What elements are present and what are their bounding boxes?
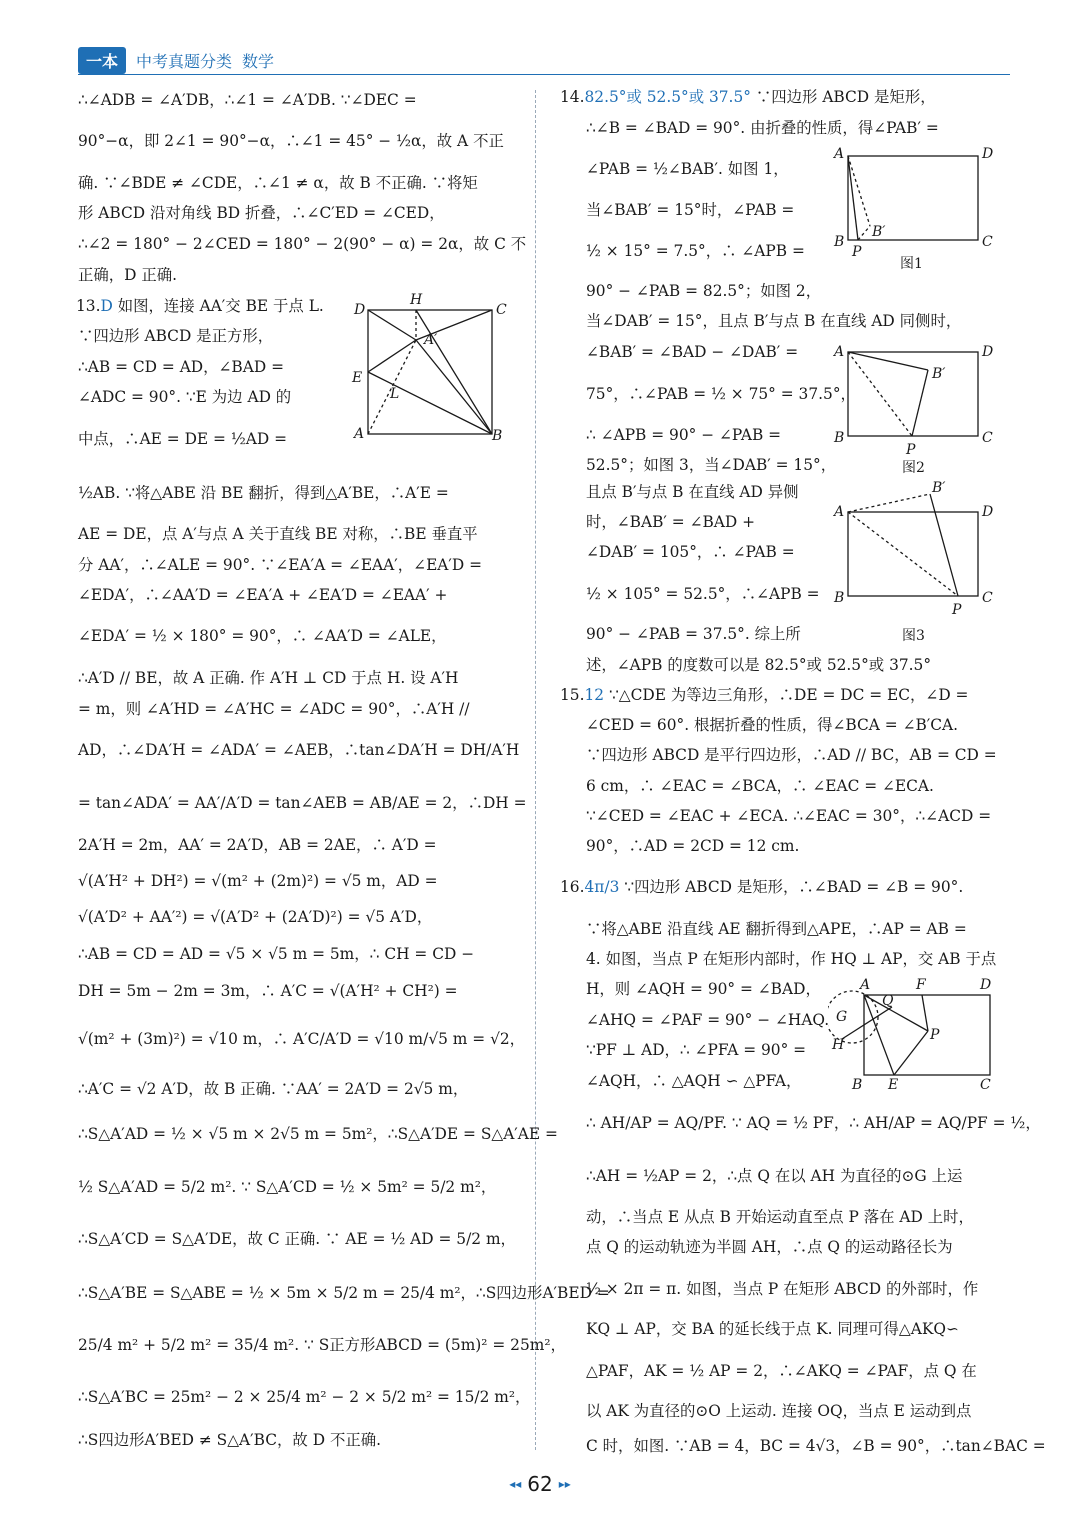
- label-D: D: [982, 504, 994, 520]
- label-Q: Q: [882, 993, 894, 1009]
- label-B-prime: B′: [932, 366, 946, 382]
- text-line: ½ × 105° = 52.5°，∴∠APB =: [586, 585, 820, 603]
- label-A: A: [354, 426, 365, 442]
- text-line: ∴AB = CD = AD = √5 × √5 m = 5m，∴ CH = CD −: [78, 945, 475, 963]
- label-C: C: [982, 430, 993, 446]
- subject-label: 数学: [242, 51, 275, 71]
- label-G: G: [836, 1009, 848, 1025]
- text-line: AE = DE，点 A′与点 A 关于直线 BE 对称，∴BE 垂直平: [78, 525, 478, 543]
- label-P: P: [852, 244, 862, 260]
- label-B-prime: B′: [872, 224, 886, 240]
- text-line: ∵四边形 ABCD 是正方形，: [78, 327, 274, 345]
- column-divider: [535, 90, 536, 1450]
- label-H: H: [410, 292, 423, 308]
- book-title: 中考真题分类: [136, 51, 233, 71]
- text-line: √(m² + (3m)²) = √10 m，∴ A′C/A′D = √10 m/√5 m = √2，: [78, 1030, 526, 1048]
- text-line: 点 Q 的运动轨迹为半圆 AH，∴点 Q 的运动路径长为: [586, 1238, 953, 1256]
- text-line: 分 AA′，∴∠ALE = 90°. ∵∠EA′A = ∠EAA′，∠EA′D =: [78, 556, 483, 574]
- label-C: C: [982, 590, 993, 606]
- label-B-prime: B′: [932, 480, 946, 496]
- label-C: C: [982, 234, 993, 250]
- text-line: 且点 B′与点 B 在直线 AD 异侧: [586, 483, 799, 501]
- answer-13: D: [100, 297, 113, 315]
- text-line: 如图，连接 AA′交 BE 于点 L.: [117, 297, 324, 315]
- text-line: C 时，如图. ∵AB = 4，BC = 4√3，∠B = 90°，∴tan∠BAC =: [586, 1437, 1046, 1455]
- text-line: ∴∠2 = 180° − 2∠CED = 180° − 2(90° − α) = 2α，故 C 不: [78, 235, 527, 253]
- text-line: 90° − ∠PAB = 82.5°；如图 2，: [586, 282, 822, 300]
- label-B: B: [834, 234, 845, 250]
- text-line: ∴S△A′BC = 25m² − 2 × 25/4 m² − 2 × 5/2 m² = 15/2 m²，: [78, 1388, 531, 1406]
- label-P: P: [952, 602, 962, 618]
- text-line: DH = 5m − 2m = 3m，∴ A′C = √(A′H² + CH²) =: [78, 982, 458, 1000]
- label-P: P: [930, 1027, 940, 1043]
- text-line: 6 cm，∴ ∠EAC = ∠BCA，∴ ∠EAC = ∠ECA.: [586, 777, 934, 795]
- prev-page-arrow: ◂◂: [509, 1477, 522, 1491]
- text-line: ∴ AH/AP = AQ/PF. ∵ AQ = ½ PF，∴ AH/AP = AQ/PF = ½，: [586, 1114, 1041, 1132]
- label-F: F: [916, 977, 926, 993]
- text-line: H，则 ∠AQH = 90° = ∠BAD，: [586, 980, 821, 998]
- text-line: ∠BAB′ = ∠BAD − ∠DAB′ =: [586, 343, 799, 361]
- answer-14: 82.5°或 52.5°或 37.5°: [584, 88, 751, 106]
- text-line: ½AB. ∵将△ABE 沿 BE 翻折，得到△A′BE，∴A′E =: [78, 484, 449, 502]
- text-line: ∵△CDE 为等边三角形，∴DE = DC = EC，∠D =: [608, 686, 969, 704]
- answer-16: 4π/3: [584, 878, 620, 896]
- text-line: ∴S△A′BE = S△ABE = ½ × 5m × 5/2 m = 25/4 m²，∴S四边形A′BED =: [78, 1284, 610, 1302]
- text-line: √(A′D² + AA′²) = √(A′D² + (2A′D)²) = √5 A′D，: [78, 908, 433, 926]
- text-line: = tan∠ADA′ = AA′/A′D = tan∠AEB = AB/AE = 2，∴DH =: [78, 794, 527, 812]
- text-line: △PAF，AK = ½ AP = 2，∴∠AKQ = ∠PAF，点 Q 在: [586, 1362, 977, 1380]
- text-line: 当∠DAB′ = 15°，且点 B′与点 B 在直线 AD 同侧时，: [586, 312, 962, 330]
- text-line: ∴S△A′AD = ½ × √5 m × 2√5 m = 5m²，∴S△A′DE = S△A′AE =: [78, 1125, 558, 1143]
- question-number-16: 16.: [560, 878, 585, 896]
- text-line: 52.5°；如图 3，当∠DAB′ = 15°，: [586, 456, 837, 474]
- label-D: D: [354, 302, 366, 318]
- label-B: B: [834, 590, 845, 606]
- label-C: C: [980, 1077, 991, 1093]
- question-number-15: 15.: [560, 686, 585, 704]
- text-line: 90°，∴AD = 2CD = 12 cm.: [586, 837, 800, 855]
- text-line: ∠ADC = 90°. ∵E 为边 AD 的: [78, 388, 292, 406]
- text-line: 以 AK 为直径的⊙O 上运动. 连接 OQ，当点 E 运动到点: [586, 1402, 972, 1420]
- q14-figure-3: [830, 480, 1000, 646]
- text-line: 形 ABCD 沿对角线 BD 折叠，∴∠C′ED = ∠CED，: [78, 204, 445, 222]
- figure-caption: 图3: [902, 628, 925, 644]
- text-line: ∠PAB = ½∠BAB′. 如图 1，: [586, 160, 789, 178]
- text-line: ∵四边形 ABCD 是矩形，∴∠BAD = ∠B = 90°.: [624, 878, 964, 896]
- answer-15: 12: [584, 686, 605, 704]
- text-line: √(A′H² + DH²) = √(m² + (2m)²) = √5 m，AD =: [78, 872, 438, 890]
- text-line: 中点，∴AE = DE = ½AD =: [78, 430, 288, 448]
- text-line: ∴S△A′CD = S△A′DE，故 C 正确. ∵ AE = ½ AD = 5/2 m，: [78, 1230, 516, 1248]
- text-line: ∠CED = 60°. 根据折叠的性质，得∠BCA = ∠B′CA.: [586, 716, 959, 734]
- label-A: A: [860, 977, 871, 993]
- text-line: ∠EDA′，∴∠AA′D = ∠EA′A + ∠EA′D = ∠EAA′ +: [78, 586, 448, 604]
- header-divider: [78, 74, 1010, 75]
- label-D: D: [980, 977, 992, 993]
- text-line: 当∠BAB′ = 15°时，∠PAB =: [586, 201, 795, 219]
- page-header: [78, 46, 274, 74]
- text-line: ½ S△A′AD = 5/2 m². ∵ S△A′CD = ½ × 5m² = 5/2 m²，: [78, 1178, 497, 1196]
- label-D: D: [982, 344, 994, 360]
- label-A: A: [834, 344, 845, 360]
- text-line: 述，∠APB 的度数可以是 82.5°或 52.5°或 37.5°: [586, 656, 932, 674]
- text-line: = m，则 ∠A′HD = ∠A′HC = ∠ADC = 90°，∴A′H //: [78, 700, 470, 718]
- question-number-13: 13.: [76, 297, 101, 315]
- label-A-prime: A′: [424, 332, 438, 348]
- text-line: KQ ⊥ AP，交 BA 的延长线于点 K. 同理可得△AKQ∽: [586, 1320, 959, 1338]
- label-D: D: [982, 146, 994, 162]
- text-line: ∴AB = CD = AD，∠BAD =: [78, 358, 284, 376]
- page-footer: [0, 1472, 1080, 1502]
- text-line: ∴∠ADB = ∠A′DB，∴∠1 = ∠A′DB. ∵∠DEC =: [78, 91, 417, 109]
- label-B: B: [834, 430, 845, 446]
- text-line: 确. ∵∠BDE ≠ ∠CDE，∴∠1 ≠ α，故 B 不正确. ∵将矩: [78, 174, 478, 192]
- text-line: 90°−α，即 2∠1 = 90°−α，∴∠1 = 45° − ½α，故 A 不正: [78, 132, 504, 150]
- label-E: E: [352, 370, 363, 386]
- text-line: ½ × 15° = 7.5°，∴ ∠APB =: [586, 242, 805, 260]
- text-line: ∵四边形 ABCD 是平行四边形，∴AD // BC，AB = CD =: [586, 746, 997, 764]
- text-line: ∠AQH，∴ △AQH ∽ △PFA，: [586, 1072, 802, 1090]
- text-line: 90° − ∠PAB = 37.5°. 综上所: [586, 625, 801, 643]
- text-line: 75°，∴∠PAB = ½ × 75° = 37.5°，: [586, 385, 856, 403]
- label-B: B: [492, 428, 503, 442]
- text-line: 25/4 m² + 5/2 m² = 35/4 m². ∵ S正方形ABCD = (5m)² = 25m²，: [78, 1336, 566, 1354]
- text-line: ∴A′D // BE，故 A 正确. 作 A′H ⊥ CD 于点 H. 设 A′H: [78, 669, 459, 687]
- next-page-arrow: ▸▸: [558, 1477, 571, 1491]
- text-line: 时，∠BAB′ = ∠BAD +: [586, 513, 756, 531]
- text-line: ∵将△ABE 沿直线 AE 翻折得到△APE，∴AP = AB =: [586, 920, 967, 938]
- text-line: ∠EDA′ = ½ × 180° = 90°，∴ ∠AA′D = ∠ALE，: [78, 627, 447, 645]
- q14-figure-2: [830, 338, 1000, 474]
- text-line: ∠DAB′ = 105°，∴ ∠PAB =: [586, 543, 795, 561]
- text-line: ∵∠CED = ∠EAC + ∠ECA. ∴∠EAC = 30°，∴∠ACD =: [586, 807, 992, 825]
- text-line: ∵PF ⊥ AD，∴ ∠PFA = 90° =: [586, 1041, 807, 1059]
- text-line: ∴A′C = √2 A′D，故 B 正确. ∵AA′ = 2A′D = 2√5 m，: [78, 1080, 469, 1098]
- text-line: ∴S四边形A′BED ≠ S△A′BC，故 D 不正确.: [78, 1431, 382, 1449]
- label-L: L: [390, 386, 400, 402]
- text-line: ∴∠B = ∠BAD = 90°. 由折叠的性质，得∠PAB′ =: [586, 119, 939, 137]
- text-line: ∠AHQ = ∠PAF = 90° − ∠HAQ.: [586, 1011, 830, 1029]
- label-B: B: [852, 1077, 863, 1093]
- label-A: A: [834, 504, 845, 520]
- label-E: E: [888, 1077, 899, 1093]
- text-line: ½ × 2π = π. 如图，当点 P 在矩形 ABCD 的外部时，作: [586, 1280, 979, 1298]
- text-line: AD，∴∠DA′H = ∠ADA′ = ∠AEB，∴tan∠DA′H = DH/A′H: [78, 741, 520, 759]
- label-C: C: [496, 302, 507, 318]
- question-number-14: 14.: [560, 88, 585, 106]
- text-line: ∴AH = ½AP = 2，∴点 Q 在以 AH 为直径的⊙G 上运: [586, 1167, 963, 1185]
- label-A: A: [834, 146, 845, 162]
- q13-square-figure: [350, 292, 510, 442]
- figure-caption: 图2: [902, 460, 925, 474]
- figure-caption: 图1: [900, 256, 923, 270]
- q14-figure-1: [830, 142, 1000, 270]
- label-P: P: [906, 442, 916, 458]
- text-line: ∵四边形 ABCD 是矩形，: [755, 88, 936, 106]
- label-H: H: [832, 1037, 845, 1053]
- brand-logo: 一本: [78, 47, 126, 74]
- text-line: ∴ ∠APB = 90° − ∠PAB =: [586, 426, 782, 444]
- text-line: 2A′H = 2m，AA′ = 2A′D，AB = 2AE，∴ A′D =: [78, 836, 437, 854]
- text-line: 正确，D 正确.: [78, 266, 178, 284]
- page-number: 62: [527, 1472, 553, 1496]
- q16-figure: [828, 975, 1000, 1095]
- text-line: 动，∴当点 E 从点 B 开始运动直至点 P 落在 AD 上时，: [586, 1208, 974, 1226]
- text-line: 4. 如图，当点 P 在矩形内部时，作 HQ ⊥ AP，交 AB 于点: [586, 950, 997, 968]
